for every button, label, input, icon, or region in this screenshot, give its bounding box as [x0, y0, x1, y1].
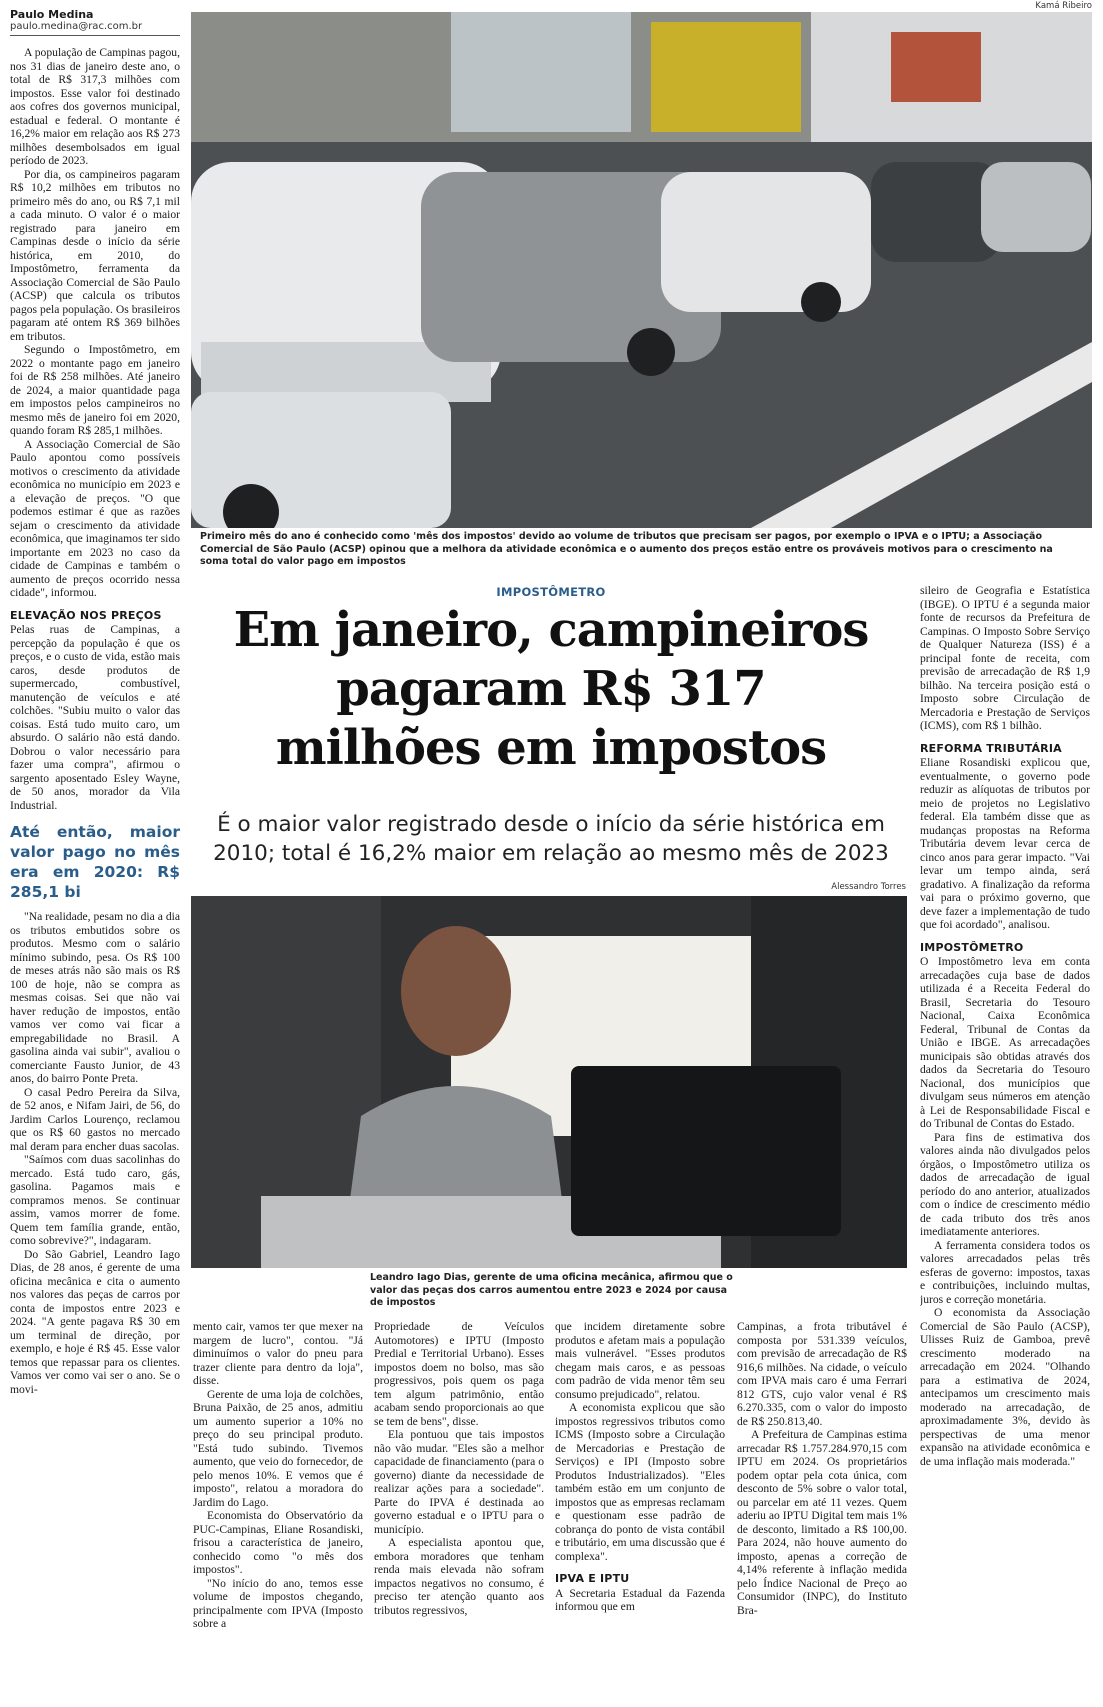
paragraph: Eliane Rosandiski explicou que, eventualmente, o governo pode reduzir as alíquotas de tributos por meio de projetos no Legislativo federal. Ela também disse que as mudanças propostas na Reforma Tributária devem levar cerca de cinco anos para gerar impacto. "Vai levar um tempo ainda, será gradativo. A finalização da reforma vai para o próximo governo, que deve fazer a implementação de tudo que foi acordado", analisou.	[920, 756, 1090, 931]
author-email: paulo.medina@rac.com.br	[10, 21, 143, 32]
photo-credit: Kamá Ribeiro	[1035, 1, 1092, 11]
headline	[191, 601, 911, 778]
paragraph: A ferramenta considera todos os valores arrecadados pelas três esferas de governo: impostos, taxas e contribuições, incluindo multas, juros e correção monetária.	[920, 1238, 1090, 1306]
paragraph: "Na realidade, pesam no dia a dia os tributos embutidos sobre os produtos. Mesmo com o salário mínimo subindo, pesa. Os R$ 100 de meses atrás não são mais os R$ 100 de hoje, não se compra as mesmas coisas. Sei que não vai haver redução de impostos, então vamos ver como vai ficar a empregabilidade no Brasil. A gasolina ainda vai subir", avaliou o comerciante Fausto Junior, de 43 anos, do bairro Ponte Preta.	[10, 910, 180, 1085]
paragraph: O Impostômetro leva em conta arrecadações cuja base de dados utilizada é a Receita Federal do Brasil, Secretaria do Tesouro Nacional, Caixa Econômica Federal, Tribunal de Contas da União e IBGE. As arrecadações municipais são obtidas através dos dados da Secretaria do Tesouro Nacional, dos municípios que divulgam seus números em atenção à Lei de Responsabilidade Fiscal e do Tribunal de Contas do Estado.	[920, 955, 1090, 1130]
paragraph: Segundo o Impostômetro, em 2022 o montante pago em janeiro foi de R$ 258 milhões. Até janeiro de 2024, a maior quantidade paga em impostos pelos campineiros no mesmo mês de janeiro foi em 2020, quando foram R$ 285,1 milhões.	[10, 343, 180, 437]
paragraph: A Associação Comercial de São Paulo apontou como possíveis motivos o crescimento da atividade econômica no município em 2023 e a elevação de preços. "O que podemos estimar é que as razões sejam o crescimento da atividade econômica, que imaginamos ter sido importante em 2023 no caso da cidade de Campinas e também o aumento de preços ocorrido nessa cidade", informou.	[10, 437, 180, 599]
headline-line: pagaram R$ 317	[336, 661, 766, 717]
photo-caption: Primeiro mês do ano é conhecido como 'mês dos impostos' devido ao volume de tributos que precisam ser pagos, por exemplo o IPVA e o IPTU; a Associação Comercial de São Paulo (ACSP) opinou que a melhora da atividade econômica e o aumento dos preços estão entre os prováveis motivos para o crescimento na soma total do valor pago em impostos	[200, 531, 1053, 567]
paragraph: Do São Gabriel, Leandro Iago Dias, de 28 anos, é gerente de uma oficina mecânica e cita o aumento nos valores das peças de carros por conta de impostos entre 2023 e 2024. "A gente pagava R$ 30 em um terminal de direção, por exemplo, e hoje é R$ 45. Esse valor temos que repassar para os clientes. Vamos ver como vai ser o ano. Se o movi-	[10, 1247, 180, 1396]
paragraph: Por dia, os campineiros pagaram R$ 10,2 milhões em tributos no primeiro mês do ano, ou R$ 7,1 mil a cada minuto. O valor é o maior registrado para janeiro em Campinas desde o início da série histórica, em 2010, do Impostômetro, ferramenta da Associação Comercial de São Paulo (ACSP) que calcula os tributos pagos pela população. Os brasileiros pagaram até ontem R$ 369 bilhões em tributos.	[10, 167, 180, 343]
article-column-4	[555, 1320, 725, 1705]
section-heading: IMPOSTÔMETRO	[920, 940, 1024, 954]
photo-caption: Leandro Iago Dias, gerente de uma oficina mecânica, afirmou que o valor das peças dos carros aumentou entre 2023 e 2024 por causa de impostos	[370, 1272, 733, 1308]
paragraph: A população de Campinas pagou, nos 31 dias de janeiro deste ano, o total de R$ 317,3 milhões com impostos. Esse valor foi destinado aos cofres dos governos municipal, estadual e federal. O montante é 16,2% maior em relação aos R$ 273 milhões desembolsados em igual período de 2023.	[10, 46, 180, 167]
section-heading: REFORMA TRIBUTÁRIA	[920, 741, 1062, 755]
article-column-5	[737, 1320, 907, 1705]
paragraph: A Prefeitura de Campinas estima arrecadar R$ 1.757.284.970,15 com IPTU em 2024. Os proprietários podem optar pela cota única, com desconto de 5% sobre o valor total, ou parcelar em até 11 vezes. Quem aderiu ao IPTU Digital tem mais 1% de desconto, limitado a R$ 100,00. Para 2024, não houve aumento do imposto, apenas a correção de 4,14% referente à inflação medida pelo Índice Nacional de Preço ao Consumidor (INPC), do Instituto Bra-	[737, 1428, 907, 1617]
paragraph: A especialista apontou que, embora moradores que tenham renda mais elevada não sofram impactos negativos no consumo, é preciso ter atenção quanto aos tributos regressivos,	[374, 1536, 544, 1617]
paragraph: sileiro de Geografia e Estatística (IBGE). O IPTU é a segunda maior fonte de recursos da Prefeitura de Campinas. O Imposto Sobre Serviço de Qualquer Natureza (ISS) é a principal fonte de receita, com previsão de arrecadação de R$ 1,9 bilhão. Na terceira posição está o Imposto sobre Circulação de Mercadoria e Prestação de Serviços (ICMS), com R$ 1 bilhão.	[920, 584, 1090, 732]
paragraph: "Saímos com duas sacolinhas do mercado. Está tudo caro, gás, gasolina. Pagamos mais e compramos menos. Se continuar assim, vamos morrer de fome. Quem tem família grande, então, como sobrevive?", indagaram.	[10, 1153, 180, 1247]
mechanic-photo	[191, 896, 907, 1268]
deck: É o maior valor registrado desde o início da série histórica em 2010; total é 16,2% maior em relação ao mesmo mês de 2023	[213, 812, 889, 866]
paragraph: que incidem diretamente sobre produtos e afetam mais a população mais vulnerável. "Esses produtos chegam mais caros, e as pessoas com padrão de vida menor têm seu consumo prejudicado", relatou.	[555, 1320, 725, 1401]
paragraph: Gerente de uma loja de colchões, Bruna Paixão, de 25 anos, admitiu um aumento superior a 10% no preço do seu principal produto. "Está tudo subindo. Tivemos aumento, que veio do fornecedor, de pelo menos 10%. E vemos que é imposto", relatou a moradora do Jardim do Lago.	[193, 1387, 363, 1509]
pull-quote: Até então, maior valor pago no mês era em 2020: R$ 285,1 bi	[10, 823, 180, 901]
headline-line: Em janeiro, campineiros	[233, 602, 869, 658]
paragraph: Economista do Observatório da PUC-Campinas, Eliane Rosandiski, frisou a característica de janeiro, conhecido como "o mês dos impostos".	[193, 1509, 363, 1576]
headline-line: milhões em impostos	[275, 720, 827, 776]
section-heading: IPVA E IPTU	[555, 1572, 630, 1585]
section-kicker: IMPOSTÔMETRO	[496, 585, 606, 599]
traffic-photo-illustration	[191, 12, 1092, 528]
paragraph: O casal Pedro Pereira da Silva, de 52 anos, e Nifam Jairi, de 56, do Jardim Carlos Lourenço, reclamou que os R$ 60 gastos no mercado mal deram para encher duas sacolas.	[10, 1085, 180, 1153]
paragraph: mento cair, vamos ter que mexer na margem de lucro", contou. "Já diminuímos o valor do pneu para trazer cliente para dentro da loja", disse.	[193, 1320, 363, 1387]
paragraph: Para fins de estimativa dos valores ainda não divulgados pelos órgãos, o Impostômetro utiliza os dados de arrecadação de igual período do ano anterior, atualizados com o índice de crescimento médio de cada tributo dos três anos imediatamente anteriores.	[920, 1130, 1090, 1238]
byline	[10, 8, 180, 36]
section-heading: ELEVAÇÃO NOS PREÇOS	[10, 608, 162, 622]
paragraph: Pelas ruas de Campinas, a percepção da população é que os preços, e o custo de vida, estão mais caros, desde produtos de supermercado, combustível, manutenção de veículos e até colchões. "Subiu muito o valor das coisas. Está tudo muito caro, um absurdo. O salário não está dando. Dobrou o valor necessário para fazer uma compra", afirmou o sargento aposentado Esley Wayne, de 50 anos, morador da Vila Industrial.	[10, 623, 180, 812]
mechanic-photo-illustration	[191, 896, 907, 1268]
paragraph: A Secretaria Estadual da Fazenda informou que em	[555, 1586, 725, 1613]
article-column-2	[193, 1320, 363, 1705]
paragraph: Campinas, a frota tributável é composta por 531.339 veículos, com previsão de arrecadação de R$ 916,6 milhões. Na cidade, o veículo com IPVA mais caro é uma Ferrari 812 GTS, cujo valor venal é R$ 6.270.335, com o valor do imposto de R$ 250.813,40.	[737, 1320, 907, 1428]
article-column-3	[374, 1320, 544, 1705]
author-name: Paulo Medina	[10, 8, 94, 21]
paragraph: Ela pontuou que tais impostos não vão mudar. "Eles são a melhor capacidade de financiamento (para o governo) diante da necessidade de realizar ações para a sociedade". Parte do IPVA é destinada ao governo estadual e o IPTU para o município.	[374, 1428, 544, 1536]
traffic-photo	[191, 12, 1092, 528]
paragraph: A economista explicou que são impostos regressivos tributos como ICMS (Imposto sobre a Circulação de Mercadorias e Prestação de Serviços) e IPI (Imposto sobre Produtos Industrializados). "Eles também estão em um conjunto de impostos que as empresas reclamam e questionam esse padrão de cobrança do ponto de vista contábil e tributário, em uma discussão que é complexa".	[555, 1401, 725, 1563]
paragraph: Propriedade de Veículos Automotores) e IPTU (Imposto Predial e Territorial Urbano). Esses impostos doem no bolso, mas são progressivos, pois quem os paga tem algum patrimônio, então acabam sendo proporcionais ao que se tem de bens", disse.	[374, 1320, 544, 1428]
article-column-6	[920, 584, 1090, 1706]
photo-credit: Alessandro Torres	[831, 882, 906, 892]
paragraph: O economista da Associação Comercial de São Paulo (ACSP), Ulisses Ruiz de Gamboa, prevê crescimento moderado na arrecadação em 2024. "Olhando para a estimativa de 2024, antecipamos um crescimento mais moderado na arrecadação, de aproximadamente 3%, devido às perspectivas de uma menor expansão na atividade econômica e de uma inflação mais moderada."	[920, 1306, 1090, 1468]
paragraph: "No início do ano, temos esse volume de impostos chegando, principalmente com IPVA (Imposto sobre a	[193, 1576, 363, 1630]
article-column-1	[10, 46, 180, 1706]
